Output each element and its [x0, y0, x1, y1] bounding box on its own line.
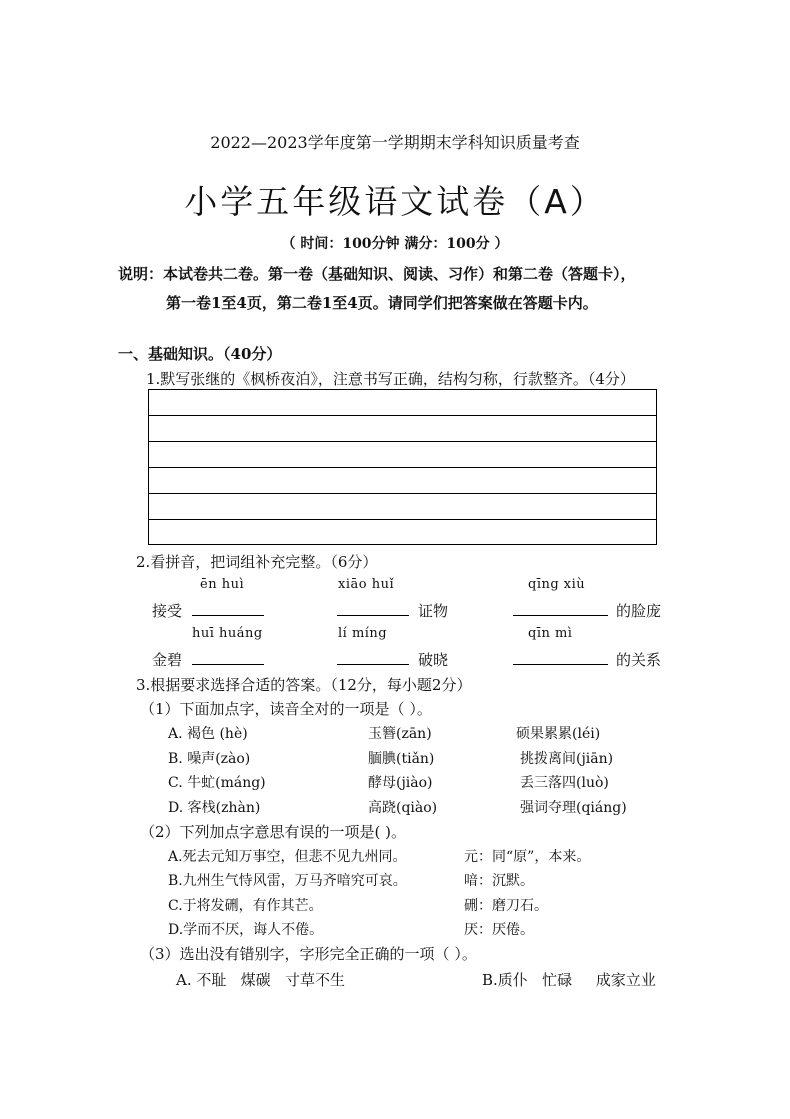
- writing-line: [149, 467, 656, 468]
- q3-1-option-d-2: 高跷(qiào): [368, 800, 438, 816]
- blank-1c[interactable]: [513, 601, 608, 616]
- q3-1-option-a-2: 玉簪(zān): [368, 726, 432, 742]
- q3-2-option-b-meaning: 喑：沉默。: [464, 873, 534, 889]
- pinyin-2a: huī huáng: [192, 626, 263, 641]
- note-line-2: 第一卷1至4页，第二卷1至4页。请同学们把答案做在答题卡内。: [166, 294, 598, 312]
- q3-1-option-d-3: 强词夺理(qiáng): [520, 800, 627, 816]
- writing-line: [149, 519, 656, 520]
- q3-2-option-b: B.九州生气恃风雷，万马齐喑究可哀。: [168, 873, 407, 889]
- pinyin-2c: qīn mì: [528, 626, 573, 641]
- writing-line: [149, 415, 656, 416]
- pinyin-1b: xiāo huǐ: [338, 577, 395, 592]
- q3-1-option-c-1: C. 牛虻(máng): [168, 775, 266, 791]
- q3-sub1: （1）下面加点字，读音全对的一项是（ ）。: [140, 700, 432, 718]
- q3-2-option-d: D.学而不厌，诲人不倦。: [168, 922, 324, 938]
- section-heading: 一、基础知识。（40分）: [118, 345, 282, 363]
- q3-1-option-c-3: 丢三落四(luò): [520, 775, 609, 791]
- q3-2-option-a-meaning: 元：同“原”，本来。: [464, 849, 591, 865]
- note-line-1: 说明：本试卷共二卷。第一卷（基础知识、阅读、习作）和第二卷（答题卡），: [118, 265, 636, 283]
- poem-writing-box[interactable]: [148, 389, 657, 545]
- blank-1a[interactable]: [192, 601, 264, 616]
- writing-line: [149, 493, 656, 494]
- blank-2a[interactable]: [192, 650, 264, 665]
- q3-1-option-c-2: 酵母(jiào): [368, 775, 433, 791]
- q3-sub3: （3）选出没有错别字，字形完全正确的一项（ ）。: [140, 945, 477, 963]
- q3-2-option-d-meaning: 厌：厌倦。: [464, 922, 534, 938]
- pinyin-1c: qīng xiù: [528, 577, 586, 592]
- pinyin-2b: lí míng: [338, 626, 388, 641]
- q3-1-option-a-3: 硕果累累(léi): [516, 726, 601, 742]
- word-2c-suffix: 的关系: [616, 651, 662, 669]
- q3-1-option-b-1: B. 噪声(zào): [168, 751, 251, 767]
- q3-2-option-c: C.于将发硎，有作其芒。: [168, 898, 323, 914]
- word-1b-suffix: 证物: [418, 602, 449, 620]
- q3-2-option-c-meaning: 硎：磨刀石。: [464, 898, 548, 914]
- q3-1-option-d-1: D. 客栈(zhàn): [168, 800, 261, 816]
- question-2: 2.看拼音，把词组补充完整。（6分）: [136, 553, 378, 571]
- q3-1-option-a-1: A. 褐色 (hè): [168, 726, 248, 742]
- word-2a-prefix: 金碧: [152, 651, 183, 669]
- blank-2c[interactable]: [513, 650, 608, 665]
- question-3: 3.根据要求选择合适的答案。（12分，每小题2分）: [136, 676, 472, 694]
- word-2b-suffix: 破晓: [418, 651, 449, 669]
- word-1a-prefix: 接受: [152, 602, 183, 620]
- q3-3-option-a: A. 不耻 煤碳 寸草不生: [176, 971, 345, 989]
- writing-line: [149, 441, 656, 442]
- q3-2-option-a: A.死去元知万事空，但悲不见九州同。: [168, 849, 407, 865]
- q3-3-option-b: B.质仆 忙碌 成家立业: [482, 971, 656, 989]
- term-title: 2022—2023学年度第一学期期末学科知识质量考查: [210, 133, 580, 152]
- q3-1-option-b-2: 腼腆(tiǎn): [368, 751, 435, 767]
- blank-2b[interactable]: [337, 650, 409, 665]
- time-score-line: （ 时间：100分钟 满分：100分 ）: [281, 236, 509, 252]
- exam-title: 小学五年级语文试卷（A）: [184, 182, 606, 221]
- q3-sub2: （2）下列加点字意思有误的一项是( )。: [140, 823, 407, 841]
- q3-1-option-b-3: 挑拨离间(jiān): [520, 751, 614, 767]
- blank-1b[interactable]: [337, 601, 409, 616]
- pinyin-1a: ēn huì: [200, 577, 245, 592]
- word-1c-suffix: 的脸庞: [616, 602, 662, 620]
- question-1: 1.默写张继的《枫桥夜泊》，注意书写正确，结构匀称，行款整齐。（4分）: [146, 370, 635, 388]
